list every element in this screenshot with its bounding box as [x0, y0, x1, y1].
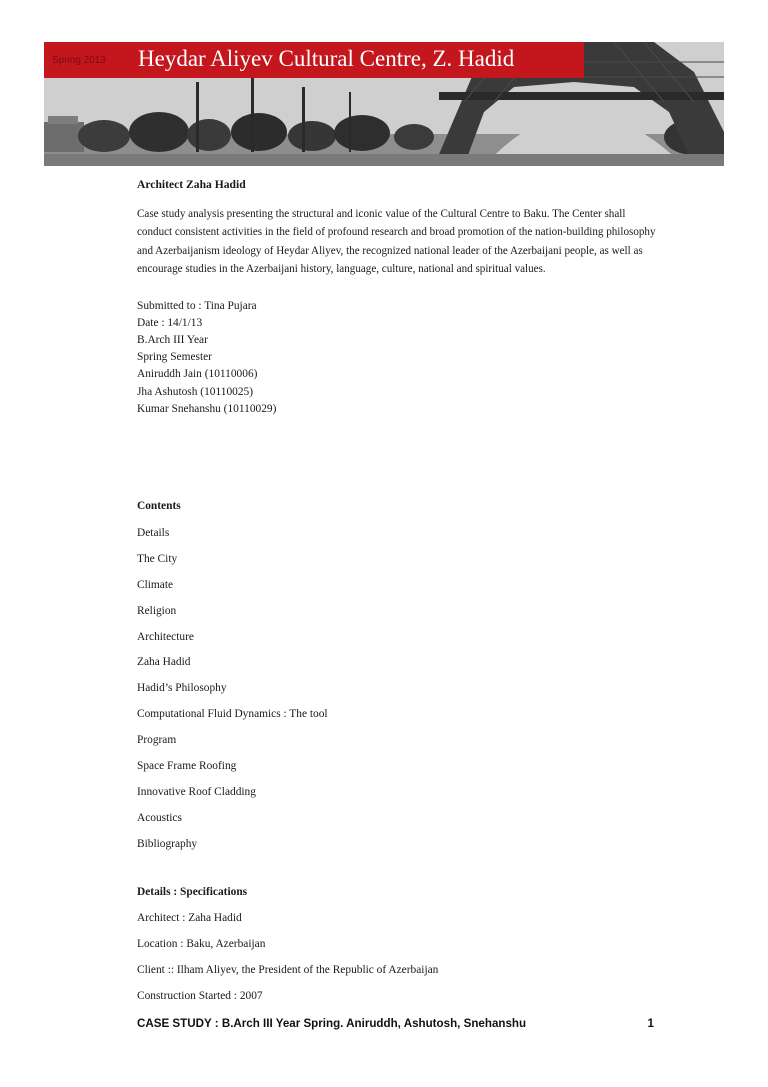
contents-item: Religion — [137, 604, 177, 617]
contents-item: Zaha Hadid — [137, 656, 191, 669]
intro-section — [137, 178, 657, 418]
header-banner-photo — [44, 42, 724, 166]
architect-heading: Architect Zaha Hadid — [137, 178, 246, 191]
contents-item: Innovative Roof Cladding — [137, 785, 256, 798]
title-badge — [44, 42, 584, 78]
page-number: 1 — [647, 1017, 654, 1030]
contents-item: The City — [137, 552, 178, 565]
footer-text: CASE STUDY : B.Arch III Year Spring. Aniruddh, Ashutosh, Snehanshu — [137, 1017, 527, 1030]
submission-line: Kumar Snehanshu (10110029) — [137, 402, 277, 415]
contents-item: Computational Fluid Dynamics : The tool — [137, 708, 328, 721]
submission-details — [137, 298, 657, 418]
details-item: Architect : Zaha Hadid — [137, 912, 242, 924]
contents-item: Hadid’s Philosophy — [137, 682, 227, 695]
contents-item: Climate — [137, 578, 174, 591]
submission-line: Spring Semester — [137, 351, 212, 364]
details-list — [137, 912, 438, 1016]
document-title: Heydar Aliyev Cultural Centre, Z. Hadid — [138, 46, 515, 71]
contents-item: Architecture — [137, 630, 194, 643]
details-item: Construction Started : 2007 — [137, 989, 263, 1002]
submission-line: Date : 14/1/13 — [137, 316, 203, 329]
submission-line: B.Arch III Year — [137, 334, 208, 347]
contents-item: Details — [137, 527, 170, 539]
contents-heading: Contents — [137, 500, 181, 512]
submission-line: Jha Ashutosh (10110025) — [137, 385, 254, 398]
contents-item: Bibliography — [137, 837, 198, 850]
season-label: Spring 2013 — [52, 55, 106, 66]
contents-item: Space Frame Roofing — [137, 760, 237, 773]
page-footer — [137, 1017, 654, 1030]
intro-paragraph: Case study analysis presenting the structural and iconic value of the Cultural Centre to Baku. The Center shall conduct consistent activities in the field of profound research and broad promotion of the nation-building philosophy and Azerbaijanism ideology of Heydar Aliyev, the recognized national leader of the Azerbaijani people, as well as encourage studies in the Azerbaijani history, language, culture, national and spiritual values. — [137, 208, 656, 276]
details-heading: Details : Specifications — [137, 886, 248, 898]
submission-line: Aniruddh Jain (10110006) — [137, 368, 258, 381]
details-item: Client :: Ilham Aliyev, the President of the Republic of Azerbaijan — [137, 963, 439, 976]
details-item: Location : Baku, Azerbaijan — [137, 937, 266, 950]
submission-line: Submitted to : Tina Pujara — [137, 299, 257, 312]
contents-item: Program — [137, 734, 177, 747]
contents-item: Acoustics — [137, 811, 182, 824]
contents-list — [137, 527, 328, 864]
